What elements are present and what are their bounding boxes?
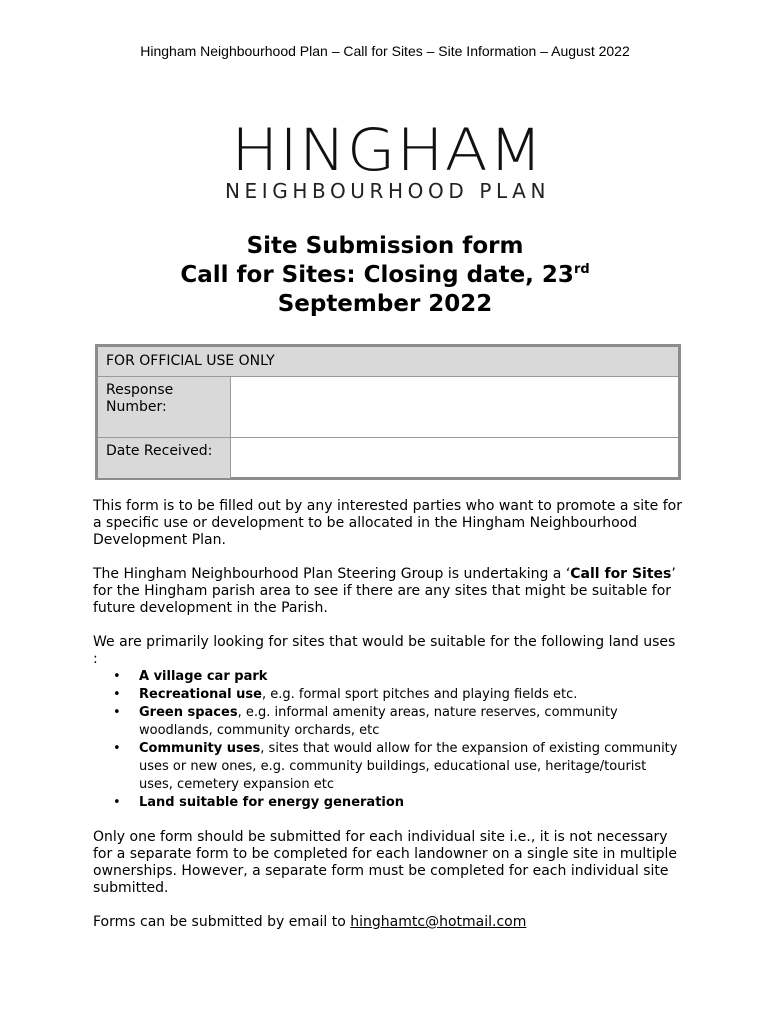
logo-wordmark: HINGHAM <box>231 116 544 184</box>
use-name: Land suitable for energy generation <box>139 795 405 810</box>
list-item <box>93 686 683 704</box>
intro-paragraph: This form is to be filled out by any interested parties who want to promote a site for a specific use or development to be allocated in the Hingham Neighbourhood Development Plan. <box>93 498 682 548</box>
submission-text: Forms can be submitted by email to <box>93 914 351 930</box>
title-line-3: September 2022 <box>277 291 493 317</box>
logo-subtitle: NEIGHBOURHOOD PLAN <box>224 179 551 203</box>
bullet-icon: • <box>113 795 121 810</box>
list-item <box>93 794 683 812</box>
call-for-sites-emphasis: Call for Sites <box>570 566 672 582</box>
title-ordinal: rd <box>573 262 590 277</box>
use-name: Green spaces <box>139 705 238 720</box>
bullet-icon: • <box>113 741 121 756</box>
title-line-2 <box>100 261 670 290</box>
land-uses-list <box>93 668 683 812</box>
submission-paragraph <box>93 914 683 931</box>
running-header: Hingham Neighbourhood Plan – Call for Sites – Site Information – August 2022 <box>140 43 630 59</box>
call-for-sites-paragraph <box>93 566 683 617</box>
list-item <box>93 668 683 686</box>
use-name: Recreational use <box>139 687 262 702</box>
use-detail: , e.g. informal amenity areas, nature reserves, community woodlands, community orchards, etc <box>139 705 618 738</box>
official-use-heading: FOR OFFICIAL USE ONLY <box>98 347 678 377</box>
land-uses-intro: We are primarily looking for sites that would be suitable for the following land uses : <box>93 634 676 667</box>
list-item <box>93 740 683 794</box>
use-name: A village car park <box>139 669 268 684</box>
use-name: Community uses <box>139 741 261 756</box>
email-link[interactable]: hinghamtc@hotmail.com <box>350 914 527 930</box>
one-form-per-site-paragraph: Only one form should be submitted for each individual site i.e., it is not necessary for a separate form to be completed for each landowner on a single site in multiple ownerships. However, a separate form must be completed for each individual site submitted. <box>93 829 678 896</box>
response-number-row <box>98 377 678 438</box>
date-received-row <box>98 438 678 478</box>
title-line-1: Site Submission form <box>246 233 524 259</box>
p2-text-end: ’ for the Hingham parish area to see if there are any sites that might be suitable for future development in the Parish. <box>93 566 676 616</box>
use-detail: , sites that would allow for the expansion of existing community uses or new ones, e.g. community buildings, educational use, heritage/tourist uses, cemetery expansion etc <box>139 741 678 792</box>
response-number-label: Response Number: <box>98 377 231 437</box>
bullet-icon: • <box>113 669 121 684</box>
use-detail: , e.g. formal sport pitches and playing fields etc. <box>261 687 578 702</box>
hingham-logo <box>205 118 570 202</box>
title-closing-date: Call for Sites: Closing date, 23 <box>180 262 574 288</box>
date-received-label: Date Received: <box>98 438 231 478</box>
form-body <box>93 498 683 948</box>
date-received-field[interactable] <box>231 438 678 478</box>
page-title <box>100 232 670 319</box>
response-number-field[interactable] <box>231 377 678 437</box>
p2-text-start: The Hingham Neighbourhood Plan Steering Group is undertaking a ‘ <box>93 566 571 582</box>
bullet-icon: • <box>113 687 121 702</box>
bullet-icon: • <box>113 705 121 720</box>
list-item <box>93 704 683 740</box>
official-use-table <box>95 344 681 480</box>
